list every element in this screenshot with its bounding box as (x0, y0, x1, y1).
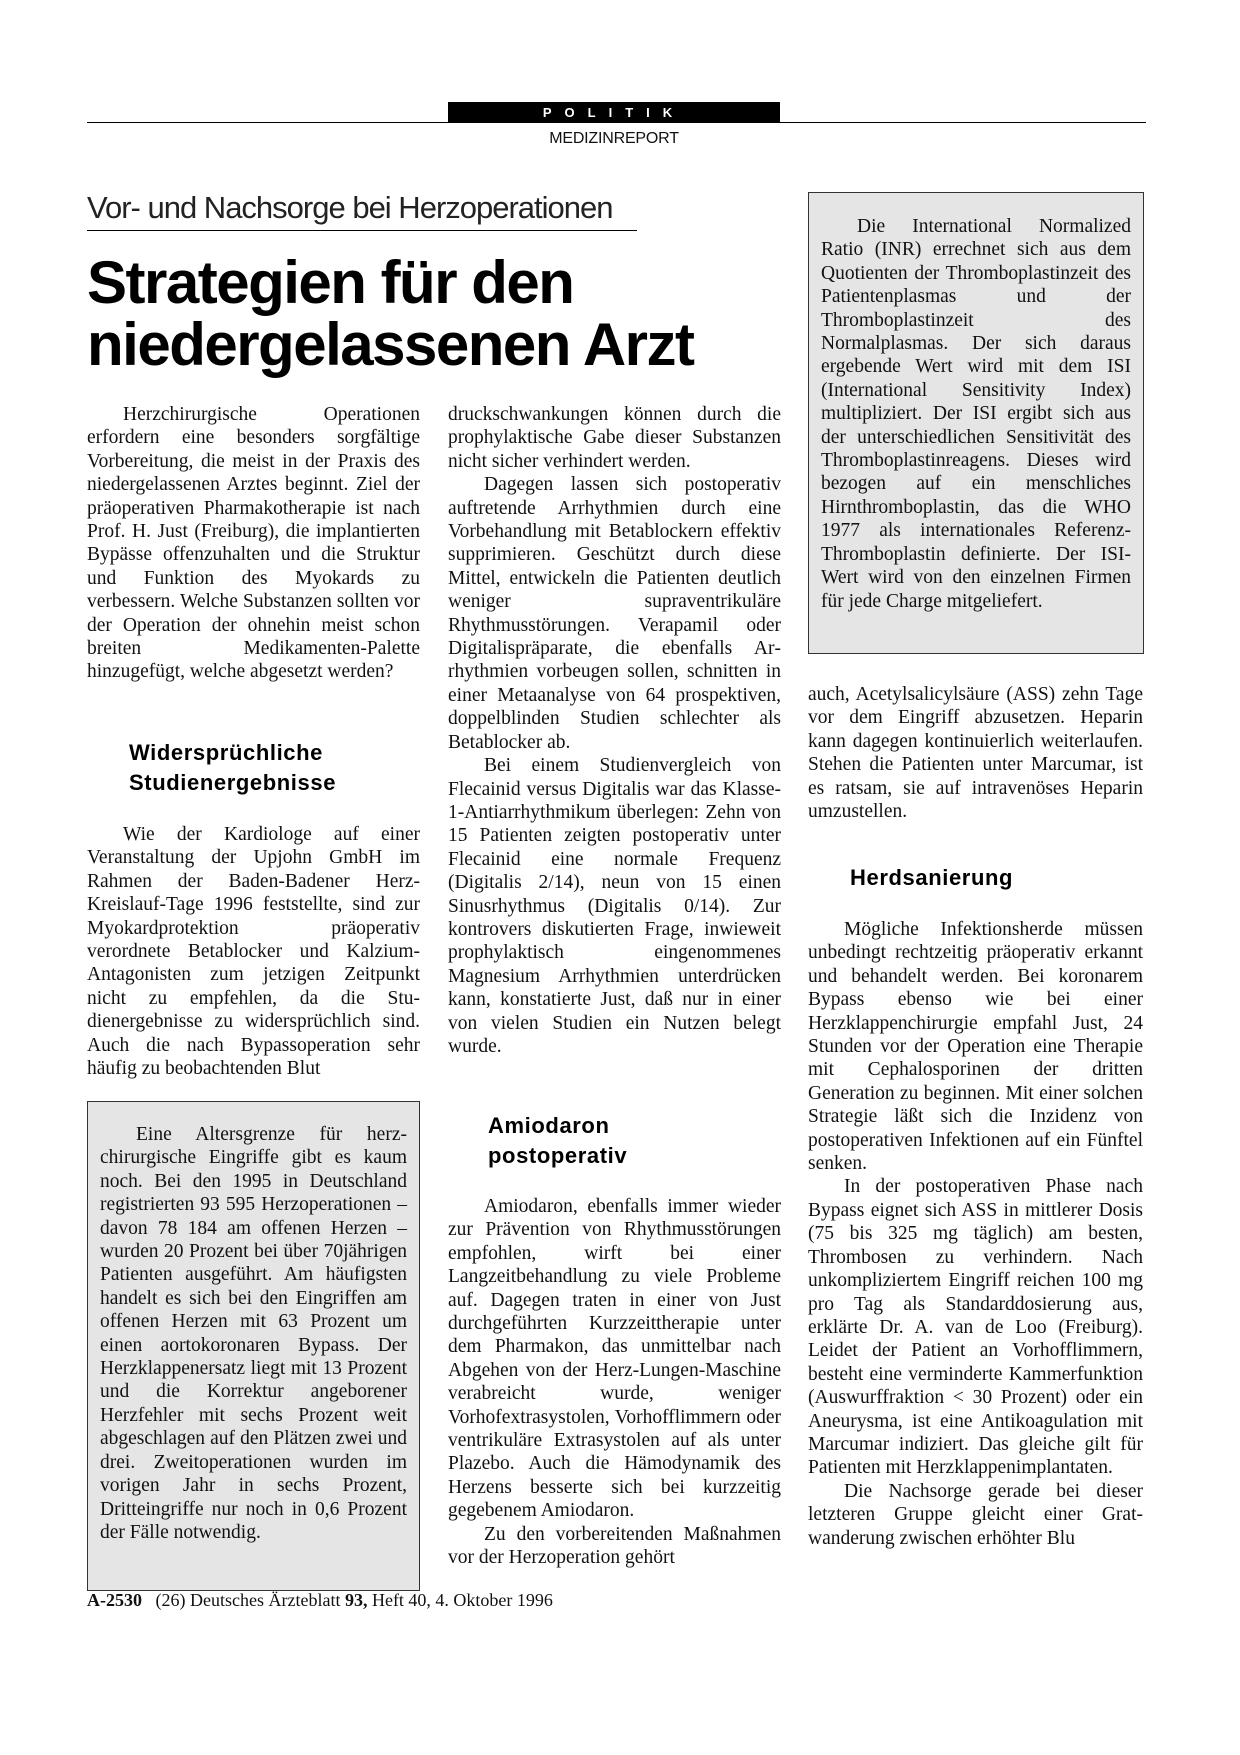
column-3-top (808, 683, 1143, 823)
column-2-bottom (448, 1195, 781, 1570)
paragraph: Amiodaron, ebenfalls immer wieder zur Prävention von Rhythmusstörungen empfohlen, wirft bei einer Langzeitbehandlung zu viele Probleme auf. Dagegen traten in einer von Just durchgeführten Kurzzeittherapie unter dem Pharmakon, das unmittelbar nach Abgehen von der Herz-Lungen-Maschine verabreicht wurde, weniger Vorhofextrasystolen, Vorhofflimmern oder ventrikuläre Extrasystolen auf als unter Plazebo. Auch die Hämodynamik des Herzens besserte sich bei kurzzeitig gegebenem Amiodaron. (448, 1196, 781, 1522)
journal-name: Deutsches Ärzteblatt (190, 1590, 341, 1610)
paragraph: Zu den vorbereitenden Maßnahmen vor der Herzoperation gehört (448, 1523, 781, 1569)
column-2-top (448, 403, 781, 1058)
article-kicker: Vor- und Nachsorge bei Herzoperationen (87, 190, 637, 231)
column-1-intro (87, 403, 420, 684)
paragraph: auch, Acetylsalicylsäure (ASS) zehn Tage vor dem Eingriff abzusetzen. Heparin kann dagegen kontinuierlich weiterlaufen. Stehen die Patienten unter Marcumar, ist es ratsam, sie auf intravenöses Heparin umzustellen. (808, 684, 1143, 823)
infobox-text: Die International Normalized Ratio (INR) errechnet sich aus dem Quotienten der Thromboplastinzeit des Patientenplasmas und der Thromboplastinzeit des Normalplasmas. Der sich daraus ergebende Wert wird mit dem ISI (International Sensitivity Index) multipliziert. Der ISI ergibt sich aus der unterschiedlichen Sensitivität des Thromboplastinreagens. Dieses wird bezogen auf ein menschliches Hirnthromboplastin, das die WHO 1977 als internationales Referenz-Thromboplastin definierte. Der ISI-Wert wird von den einzelnen Firmen für jede Charge mitgeliefert. (821, 216, 1131, 612)
paragraph: Dagegen lassen sich postoperativ auftretende Arrhythmien durch eine Vorbehandlung mit Betablockern effektiv supprimieren. Geschützt durch diese Mittel, entwickeln die Patienten deutlich weniger supraventrikuläre Rhythmusstörungen. Verapamil oder Digitalispräparate, die ebenfalls Arrhythmien vorbeugen sollen, schnitten in einer Metaanalyse von 64 prospektiven, doppelblinden Studien schlechter als Betablocker ab. (448, 474, 781, 753)
journal-volume: 93, (344, 1590, 368, 1610)
subheading-2 (488, 1111, 627, 1171)
page-code: A-2530 (87, 1590, 142, 1610)
paragraph: In der postoperativen Phase nach Bypass eignet sich ASS in mittlerer Dosis (75 bis 325 mg täglich) am besten, Thrombosen zu verhindern. Nach unkompliziertem Eingriff reichen 100 mg pro Tag als Standarddosierung aus, erklärte Dr. A. van de Loo (Freiburg). Leidet der Patient an Vorhofflimmern, besteht eine verminderte Kammerfunktion (Auswurffraktion < 30 Prozent) oder ein Aneurysma, ist eine Antikoagulation mit Marcumar indiziert. Das gleiche gilt für Patienten mit Herzklappenimplantaten. (808, 1176, 1143, 1479)
column-1-body (87, 823, 420, 1080)
page-number: (26) (155, 1590, 186, 1610)
article-title (87, 249, 727, 378)
section-label: POLITIK (448, 102, 780, 123)
issue-date: Heft 40, 4. Oktober 1996 (371, 1590, 553, 1610)
subheading-2-line-2: postoperativ (488, 1143, 628, 1168)
paragraph: Bei einem Studienvergleich von Flecainid versus Digitalis war das Klasse-1-Antiarrhythmikum überlegen: Zehn von 15 Patienten zeigten postoperativ unter Flecainid eine normale Frequenz (Digitalis 2/14), neun von 15 einen Sinusrhythmus (Digitalis 0/14). Zur kontrovers diskutierten Frage, inwieweit prophylaktisch eingenommenes Magnesium Arrhythmien unterdrücken kann, konstatierte Just, daß nur in einer von vielen Studien ein Nutzen belegt wurde. (448, 755, 781, 1057)
column-3-bottom (808, 918, 1143, 1550)
article-title-line-2: niedergelassenen Arzt (87, 311, 694, 378)
subheading-1-line-1: Widersprüchliche (129, 740, 324, 765)
paragraph: Mögliche Infektionsherde müssen unbedingt rechtzeitig präoperativ erkannt und behandelt werden. Bei koronarem Bypass ebenso wie bei einer Herzklappenchirurgie empfahl Just, 24 Stunden vor der Operation eine Therapie mit Cephalosporinen der dritten Generation zu beginnen. Mit einer solchen Strategie läßt sich die Inzidenz von postoperativen Infektionen auf ein Fünftel senken. (808, 919, 1143, 1175)
subheading-2-line-1: Amiodaron (488, 1113, 610, 1138)
subsection-label: MEDIZINREPORT (549, 130, 679, 147)
infobox-text: Eine Altersgrenze für herzchirurgische Eingriffe gibt es kaum noch. Bei den 1995 in Deutschland registrierten 93 595 Herzoperationen – davon 78 184 am offenen Herzen – wurden 20 Prozent bei über 70jährigen Patienten ausgeführt. Am häufigsten handelt es sich bei den Eingriffen am offenen Herzen mit 63 Prozent um einen aortokoronaren Bypass. Der Herzklappenersatz liegt mit 13 Prozent und die Korrektur angeborener Herzfehler mit sechs Prozent weit abgeschlagen auf den Plätzen zwei und drei. Zweitoperationen wurden im vorigen Jahr in sechs Prozent, Dritteingriffe nur noch in 0,6 Prozent der Fälle notwendig. (100, 1124, 407, 1543)
article-title-line-1: Strategien für den (87, 249, 574, 316)
subheading-1-line-2: Studienergebnisse (129, 770, 337, 795)
page-footer (87, 1590, 553, 1611)
subheading-1 (129, 738, 336, 798)
paragraph: Herzchirurgische Operationen erfordern eine besonders sorgfältige Vorbereitung, die meist in der Praxis des niedergelassenen Arztes beginnt. Ziel der präoperativen Pharmakotherapie ist nach Prof. H. Just (Freiburg), die implantierten Bypässe offenzuhalten und die Struktur und Funktion des Myokards zu verbessern. Welche Substanzen sollten vor der Operation der ohnehin meist schon breiten Medikamenten-Palette hinzugefügt, welche abgesetzt werden? (87, 404, 420, 683)
infobox-inr (808, 192, 1144, 654)
paragraph: Die Nachsorge gerade bei dieser letzteren Gruppe gleicht einer Gratwanderung zwischen erhöhter Blu (808, 1480, 1143, 1549)
paragraph: Wie der Kardiologe auf einer Veranstaltung der Upjohn GmbH im Rahmen der Baden-Badener Herz-Kreislauf-Tage 1996 feststellte, sind zur Myokardprotektion präoperativ verordnete Betablocker und Kalzium-Antagonisten zum jetzigen Zeitpunkt nicht zu empfehlen, da die Studienergebnisse zu widersprüchlich sind. Auch die nach Bypassoperation sehr häufig zu beobachtenden Blut (87, 824, 420, 1080)
infobox-age-limit (87, 1101, 420, 1591)
subheading-3: Herdsanierung (850, 865, 1014, 890)
paragraph: druckschwankungen können durch die prophylaktische Gabe dieser Substanzen nicht sicher verhindert werden. (448, 404, 781, 472)
